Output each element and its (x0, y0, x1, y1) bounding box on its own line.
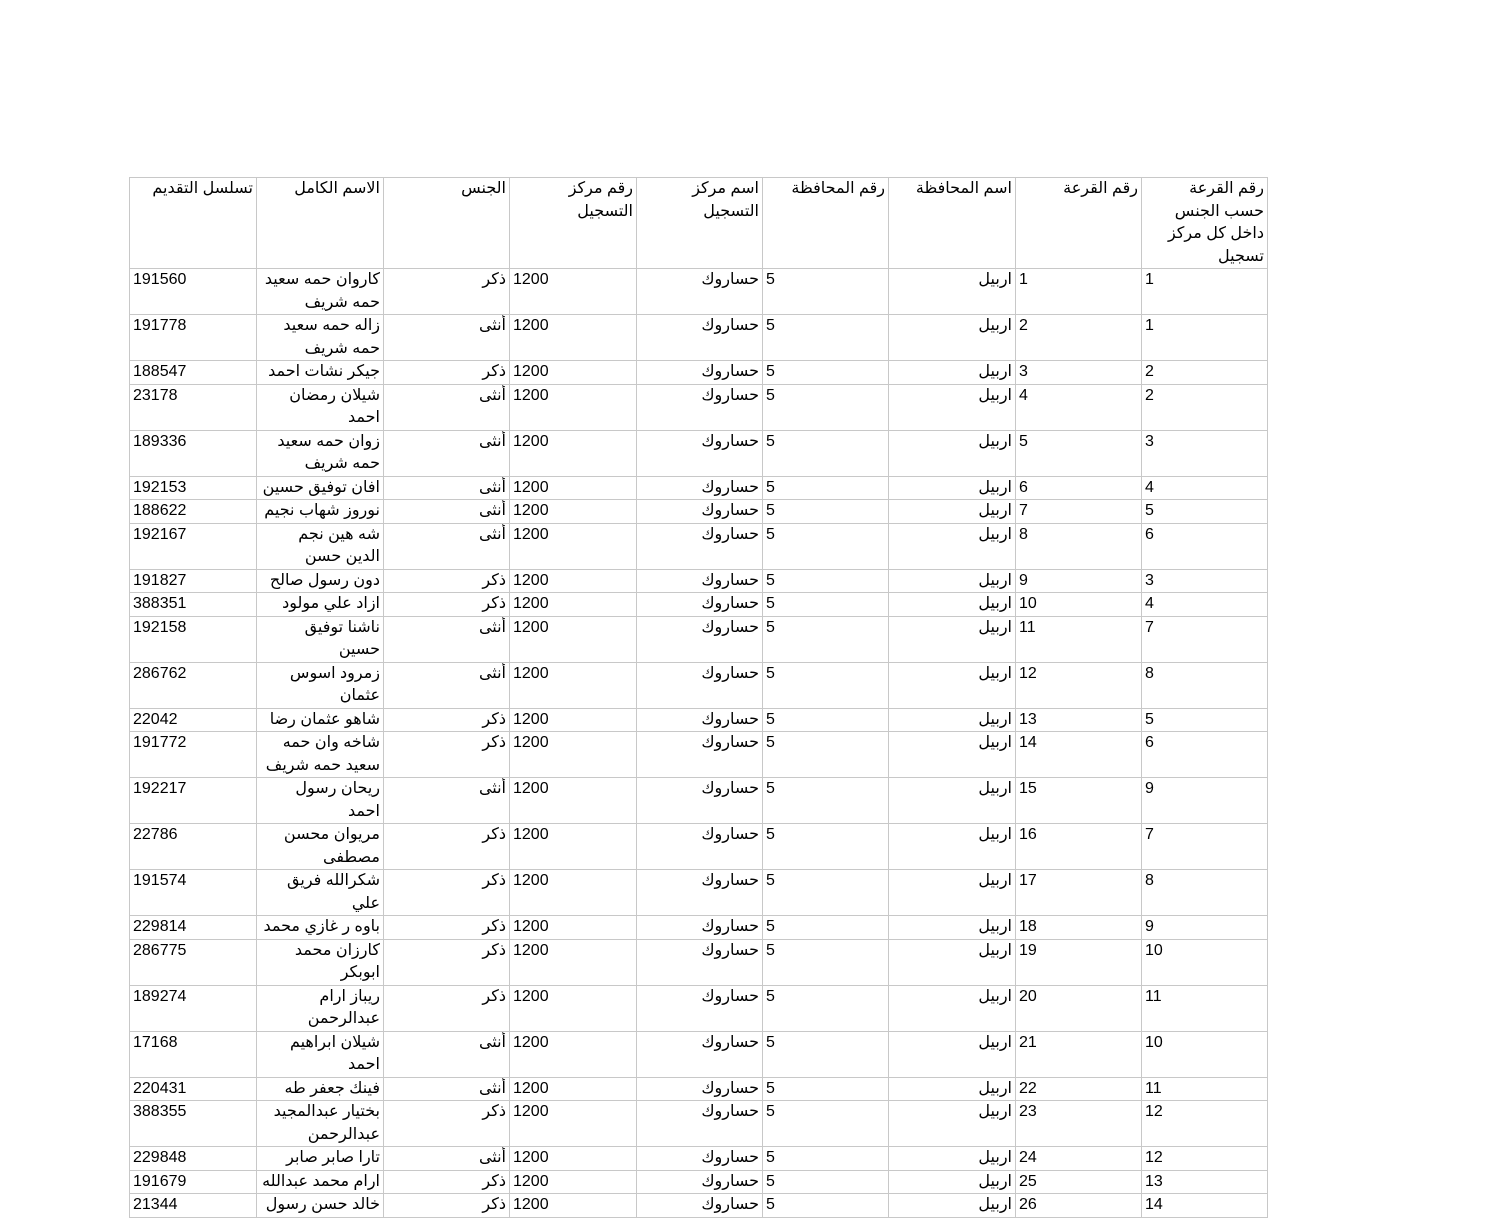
cell-center-number: 1200 (510, 1147, 637, 1171)
table-row (130, 732, 1268, 778)
cell-governorate-number: 5 (763, 1194, 889, 1218)
table-row (130, 361, 1268, 385)
cell-gender: ذكر (384, 269, 510, 315)
cell-full-name: جيكر نشات احمد (257, 361, 384, 385)
cell-center-name: حساروك (637, 985, 763, 1031)
cell-application-serial: 191772 (130, 732, 257, 778)
cell-center-name: حساروك (637, 708, 763, 732)
table-row (130, 1147, 1268, 1171)
cell-application-serial: 22042 (130, 708, 257, 732)
cell-center-name: حساروك (637, 523, 763, 569)
cell-governorate-name: اربيل (889, 708, 1016, 732)
cell-draw-number: 5 (1016, 430, 1142, 476)
table-row (130, 939, 1268, 985)
cell-governorate-name: اربيل (889, 778, 1016, 824)
cell-center-number: 1200 (510, 361, 637, 385)
table-body (130, 269, 1268, 1218)
cell-gender-draw-number: 4 (1142, 593, 1268, 617)
cell-center-number: 1200 (510, 708, 637, 732)
cell-draw-number: 22 (1016, 1077, 1142, 1101)
cell-draw-number: 16 (1016, 824, 1142, 870)
header-row (130, 178, 1268, 269)
cell-governorate-number: 5 (763, 269, 889, 315)
cell-gender: ذكر (384, 916, 510, 940)
cell-draw-number: 14 (1016, 732, 1142, 778)
cell-draw-number: 19 (1016, 939, 1142, 985)
cell-center-name: حساروك (637, 569, 763, 593)
cell-center-number: 1200 (510, 824, 637, 870)
cell-center-number: 1200 (510, 1101, 637, 1147)
cell-draw-number: 2 (1016, 315, 1142, 361)
cell-center-number: 1200 (510, 939, 637, 985)
cell-draw-number: 3 (1016, 361, 1142, 385)
cell-center-name: حساروك (637, 500, 763, 524)
cell-draw-number: 26 (1016, 1194, 1142, 1218)
cell-application-serial: 229814 (130, 916, 257, 940)
cell-governorate-number: 5 (763, 593, 889, 617)
cell-application-serial: 388355 (130, 1101, 257, 1147)
cell-application-serial: 192153 (130, 476, 257, 500)
cell-governorate-name: اربيل (889, 1147, 1016, 1171)
cell-draw-number: 24 (1016, 1147, 1142, 1171)
cell-governorate-name: اربيل (889, 384, 1016, 430)
cell-gender: أنثى (384, 500, 510, 524)
cell-center-name: حساروك (637, 1170, 763, 1194)
cell-governorate-name: اربيل (889, 1031, 1016, 1077)
cell-governorate-name: اربيل (889, 916, 1016, 940)
cell-governorate-number: 5 (763, 732, 889, 778)
table-row (130, 870, 1268, 916)
table-row (130, 384, 1268, 430)
table-row (130, 985, 1268, 1031)
cell-governorate-number: 5 (763, 384, 889, 430)
header-gender: الجنس (384, 178, 510, 269)
cell-center-number: 1200 (510, 523, 637, 569)
cell-center-number: 1200 (510, 870, 637, 916)
cell-gender: ذكر (384, 593, 510, 617)
cell-gender: أنثى (384, 1031, 510, 1077)
cell-gender: أنثى (384, 315, 510, 361)
cell-draw-number: 15 (1016, 778, 1142, 824)
cell-center-name: حساروك (637, 430, 763, 476)
table-row (130, 1170, 1268, 1194)
cell-center-name: حساروك (637, 616, 763, 662)
cell-gender-draw-number: 2 (1142, 384, 1268, 430)
cell-full-name: فينك جعفر طه (257, 1077, 384, 1101)
cell-center-name: حساروك (637, 1194, 763, 1218)
cell-governorate-number: 5 (763, 985, 889, 1031)
cell-full-name: ناشنا توفيق حسين (257, 616, 384, 662)
cell-center-name: حساروك (637, 870, 763, 916)
cell-gender-draw-number: 10 (1142, 1031, 1268, 1077)
cell-full-name: زاله حمه سعيد حمه شريف (257, 315, 384, 361)
cell-application-serial: 23178 (130, 384, 257, 430)
cell-center-number: 1200 (510, 269, 637, 315)
cell-draw-number: 6 (1016, 476, 1142, 500)
header-application-serial: تسلسل التقديم (130, 178, 257, 269)
cell-governorate-number: 5 (763, 916, 889, 940)
cell-gender: ذكر (384, 732, 510, 778)
cell-application-serial: 388351 (130, 593, 257, 617)
cell-gender: أنثى (384, 523, 510, 569)
cell-gender: أنثى (384, 662, 510, 708)
table-row (130, 708, 1268, 732)
cell-governorate-name: اربيل (889, 523, 1016, 569)
cell-draw-number: 17 (1016, 870, 1142, 916)
cell-governorate-name: اربيل (889, 985, 1016, 1031)
cell-governorate-number: 5 (763, 939, 889, 985)
cell-gender: ذكر (384, 1194, 510, 1218)
cell-application-serial: 189336 (130, 430, 257, 476)
cell-governorate-number: 5 (763, 1031, 889, 1077)
table-row (130, 824, 1268, 870)
cell-application-serial: 22786 (130, 824, 257, 870)
cell-application-serial: 188622 (130, 500, 257, 524)
table-row (130, 1077, 1268, 1101)
cell-gender-draw-number: 7 (1142, 616, 1268, 662)
cell-center-name: حساروك (637, 824, 763, 870)
cell-full-name: زمرود اسوس عثمان (257, 662, 384, 708)
cell-full-name: ارام محمد عبدالله (257, 1170, 384, 1194)
table-row (130, 916, 1268, 940)
cell-application-serial: 191574 (130, 870, 257, 916)
cell-gender: ذكر (384, 939, 510, 985)
cell-center-number: 1200 (510, 1194, 637, 1218)
table-header (130, 178, 1268, 269)
cell-gender: ذكر (384, 1170, 510, 1194)
cell-gender-draw-number: 8 (1142, 870, 1268, 916)
cell-full-name: شاخه وان حمه سعيد حمه شريف (257, 732, 384, 778)
cell-gender-draw-number: 6 (1142, 523, 1268, 569)
cell-center-number: 1200 (510, 430, 637, 476)
cell-gender-draw-number: 12 (1142, 1147, 1268, 1171)
cell-draw-number: 10 (1016, 593, 1142, 617)
cell-gender-draw-number: 10 (1142, 939, 1268, 985)
cell-center-number: 1200 (510, 476, 637, 500)
cell-full-name: افان توفيق حسين (257, 476, 384, 500)
cell-governorate-number: 5 (763, 430, 889, 476)
cell-governorate-number: 5 (763, 870, 889, 916)
cell-draw-number: 9 (1016, 569, 1142, 593)
cell-application-serial: 191827 (130, 569, 257, 593)
cell-application-serial: 191679 (130, 1170, 257, 1194)
table-row (130, 778, 1268, 824)
cell-gender: ذكر (384, 824, 510, 870)
cell-gender: ذكر (384, 985, 510, 1031)
cell-governorate-name: اربيل (889, 269, 1016, 315)
cell-gender-draw-number: 9 (1142, 916, 1268, 940)
cell-gender-draw-number: 6 (1142, 732, 1268, 778)
cell-governorate-name: اربيل (889, 593, 1016, 617)
cell-governorate-number: 5 (763, 315, 889, 361)
cell-center-name: حساروك (637, 1077, 763, 1101)
cell-gender-draw-number: 11 (1142, 1077, 1268, 1101)
cell-gender: ذكر (384, 1101, 510, 1147)
cell-full-name: مريوان محسن مصطفى (257, 824, 384, 870)
cell-center-name: حساروك (637, 916, 763, 940)
cell-governorate-number: 5 (763, 1170, 889, 1194)
cell-full-name: نوروز شهاب نجيم (257, 500, 384, 524)
cell-application-serial: 286762 (130, 662, 257, 708)
cell-center-number: 1200 (510, 1031, 637, 1077)
cell-application-serial: 191560 (130, 269, 257, 315)
cell-application-serial: 286775 (130, 939, 257, 985)
cell-center-name: حساروك (637, 269, 763, 315)
cell-governorate-name: اربيل (889, 616, 1016, 662)
cell-center-number: 1200 (510, 1170, 637, 1194)
cell-center-number: 1200 (510, 662, 637, 708)
cell-draw-number: 12 (1016, 662, 1142, 708)
cell-gender-draw-number: 7 (1142, 824, 1268, 870)
cell-governorate-number: 5 (763, 523, 889, 569)
cell-draw-number: 7 (1016, 500, 1142, 524)
cell-draw-number: 13 (1016, 708, 1142, 732)
cell-governorate-name: اربيل (889, 1101, 1016, 1147)
cell-draw-number: 21 (1016, 1031, 1142, 1077)
cell-governorate-number: 5 (763, 778, 889, 824)
cell-gender: أنثى (384, 1147, 510, 1171)
cell-governorate-name: اربيل (889, 430, 1016, 476)
table-row (130, 593, 1268, 617)
cell-application-serial: 188547 (130, 361, 257, 385)
cell-center-number: 1200 (510, 1077, 637, 1101)
cell-gender: ذكر (384, 361, 510, 385)
cell-center-name: حساروك (637, 361, 763, 385)
cell-center-name: حساروك (637, 1101, 763, 1147)
cell-full-name: شيلان ابراهيم احمد (257, 1031, 384, 1077)
table-row (130, 1194, 1268, 1218)
cell-gender: أنثى (384, 384, 510, 430)
cell-full-name: خالد حسن رسول (257, 1194, 384, 1218)
cell-full-name: كارزان محمد ابوبكر (257, 939, 384, 985)
cell-gender-draw-number: 5 (1142, 500, 1268, 524)
cell-gender: أنثى (384, 778, 510, 824)
header-gender-draw-number: رقم القرعة حسب الجنس داخل كل مركز تسجيل (1142, 178, 1268, 269)
cell-gender: أنثى (384, 476, 510, 500)
table-row (130, 430, 1268, 476)
cell-center-name: حساروك (637, 476, 763, 500)
cell-gender-draw-number: 12 (1142, 1101, 1268, 1147)
cell-governorate-number: 5 (763, 1147, 889, 1171)
header-center-name: اسم مركز التسجيل (637, 178, 763, 269)
table-row (130, 1101, 1268, 1147)
draw-results-table (129, 177, 1268, 1218)
cell-governorate-name: اربيل (889, 662, 1016, 708)
cell-governorate-name: اربيل (889, 500, 1016, 524)
cell-center-name: حساروك (637, 662, 763, 708)
cell-full-name: بختيار عبدالمجيد عبدالرحمن (257, 1101, 384, 1147)
cell-governorate-number: 5 (763, 1077, 889, 1101)
cell-gender-draw-number: 14 (1142, 1194, 1268, 1218)
header-full-name: الاسم الكامل (257, 178, 384, 269)
cell-draw-number: 4 (1016, 384, 1142, 430)
cell-center-number: 1200 (510, 593, 637, 617)
cell-full-name: ازاد علي مولود (257, 593, 384, 617)
cell-governorate-number: 5 (763, 500, 889, 524)
cell-governorate-number: 5 (763, 824, 889, 870)
cell-center-name: حساروك (637, 778, 763, 824)
cell-gender-draw-number: 5 (1142, 708, 1268, 732)
cell-governorate-name: اربيل (889, 315, 1016, 361)
cell-full-name: تارا صابر صابر (257, 1147, 384, 1171)
cell-center-number: 1200 (510, 569, 637, 593)
cell-governorate-name: اربيل (889, 732, 1016, 778)
cell-governorate-name: اربيل (889, 476, 1016, 500)
cell-gender-draw-number: 4 (1142, 476, 1268, 500)
table-row (130, 616, 1268, 662)
cell-application-serial: 229848 (130, 1147, 257, 1171)
table-row (130, 662, 1268, 708)
cell-center-number: 1200 (510, 985, 637, 1031)
cell-application-serial: 220431 (130, 1077, 257, 1101)
cell-draw-number: 1 (1016, 269, 1142, 315)
cell-gender-draw-number: 13 (1142, 1170, 1268, 1194)
cell-gender: أنثى (384, 616, 510, 662)
cell-governorate-name: اربيل (889, 1194, 1016, 1218)
table-row (130, 269, 1268, 315)
cell-draw-number: 25 (1016, 1170, 1142, 1194)
table-row (130, 523, 1268, 569)
cell-full-name: زوان حمه سعيد حمه شريف (257, 430, 384, 476)
cell-draw-number: 8 (1016, 523, 1142, 569)
table-row (130, 569, 1268, 593)
cell-governorate-name: اربيل (889, 824, 1016, 870)
header-governorate-name: اسم المحافظة (889, 178, 1016, 269)
cell-full-name: شاهو عثمان رضا (257, 708, 384, 732)
cell-application-serial: 192217 (130, 778, 257, 824)
cell-governorate-number: 5 (763, 569, 889, 593)
cell-gender: ذكر (384, 708, 510, 732)
cell-center-number: 1200 (510, 778, 637, 824)
cell-gender: أنثى (384, 1077, 510, 1101)
cell-gender-draw-number: 2 (1142, 361, 1268, 385)
cell-center-name: حساروك (637, 732, 763, 778)
cell-governorate-name: اربيل (889, 569, 1016, 593)
cell-full-name: كاروان حمه سعيد حمه شريف (257, 269, 384, 315)
cell-gender-draw-number: 3 (1142, 430, 1268, 476)
cell-full-name: ريباز ارام عبدالرحمن (257, 985, 384, 1031)
cell-center-number: 1200 (510, 616, 637, 662)
cell-gender: ذكر (384, 870, 510, 916)
cell-full-name: ريحان رسول احمد (257, 778, 384, 824)
cell-center-name: حساروك (637, 593, 763, 617)
table-row (130, 500, 1268, 524)
cell-governorate-name: اربيل (889, 939, 1016, 985)
header-center-number: رقم مركز التسجيل (510, 178, 637, 269)
cell-center-number: 1200 (510, 315, 637, 361)
cell-gender-draw-number: 1 (1142, 269, 1268, 315)
cell-center-name: حساروك (637, 939, 763, 985)
cell-full-name: شكرالله فريق علي (257, 870, 384, 916)
cell-governorate-name: اربيل (889, 361, 1016, 385)
cell-application-serial: 192158 (130, 616, 257, 662)
cell-governorate-number: 5 (763, 1101, 889, 1147)
cell-center-number: 1200 (510, 384, 637, 430)
cell-draw-number: 11 (1016, 616, 1142, 662)
cell-governorate-number: 5 (763, 662, 889, 708)
cell-draw-number: 23 (1016, 1101, 1142, 1147)
cell-gender-draw-number: 11 (1142, 985, 1268, 1031)
cell-application-serial: 21344 (130, 1194, 257, 1218)
cell-governorate-number: 5 (763, 476, 889, 500)
cell-governorate-number: 5 (763, 708, 889, 732)
cell-draw-number: 20 (1016, 985, 1142, 1031)
cell-gender-draw-number: 9 (1142, 778, 1268, 824)
header-governorate-number: رقم المحافظة (763, 178, 889, 269)
cell-gender-draw-number: 1 (1142, 315, 1268, 361)
cell-center-name: حساروك (637, 1031, 763, 1077)
cell-governorate-number: 5 (763, 616, 889, 662)
cell-application-serial: 17168 (130, 1031, 257, 1077)
cell-governorate-name: اربيل (889, 1077, 1016, 1101)
table-row (130, 315, 1268, 361)
cell-center-name: حساروك (637, 384, 763, 430)
cell-application-serial: 189274 (130, 985, 257, 1031)
cell-gender-draw-number: 3 (1142, 569, 1268, 593)
cell-full-name: شه هين نجم الدين حسن (257, 523, 384, 569)
cell-governorate-name: اربيل (889, 1170, 1016, 1194)
cell-center-name: حساروك (637, 1147, 763, 1171)
cell-application-serial: 192167 (130, 523, 257, 569)
cell-application-serial: 191778 (130, 315, 257, 361)
cell-gender: ذكر (384, 569, 510, 593)
cell-gender-draw-number: 8 (1142, 662, 1268, 708)
cell-center-name: حساروك (637, 315, 763, 361)
cell-governorate-name: اربيل (889, 870, 1016, 916)
table-row (130, 1031, 1268, 1077)
cell-full-name: دون رسول صالح (257, 569, 384, 593)
table-row (130, 476, 1268, 500)
cell-draw-number: 18 (1016, 916, 1142, 940)
cell-full-name: باوه ر غازي محمد (257, 916, 384, 940)
cell-full-name: شيلان رمضان احمد (257, 384, 384, 430)
cell-governorate-number: 5 (763, 361, 889, 385)
cell-gender: أنثى (384, 430, 510, 476)
header-draw-number: رقم القرعة (1016, 178, 1142, 269)
cell-center-number: 1200 (510, 500, 637, 524)
cell-center-number: 1200 (510, 916, 637, 940)
cell-center-number: 1200 (510, 732, 637, 778)
